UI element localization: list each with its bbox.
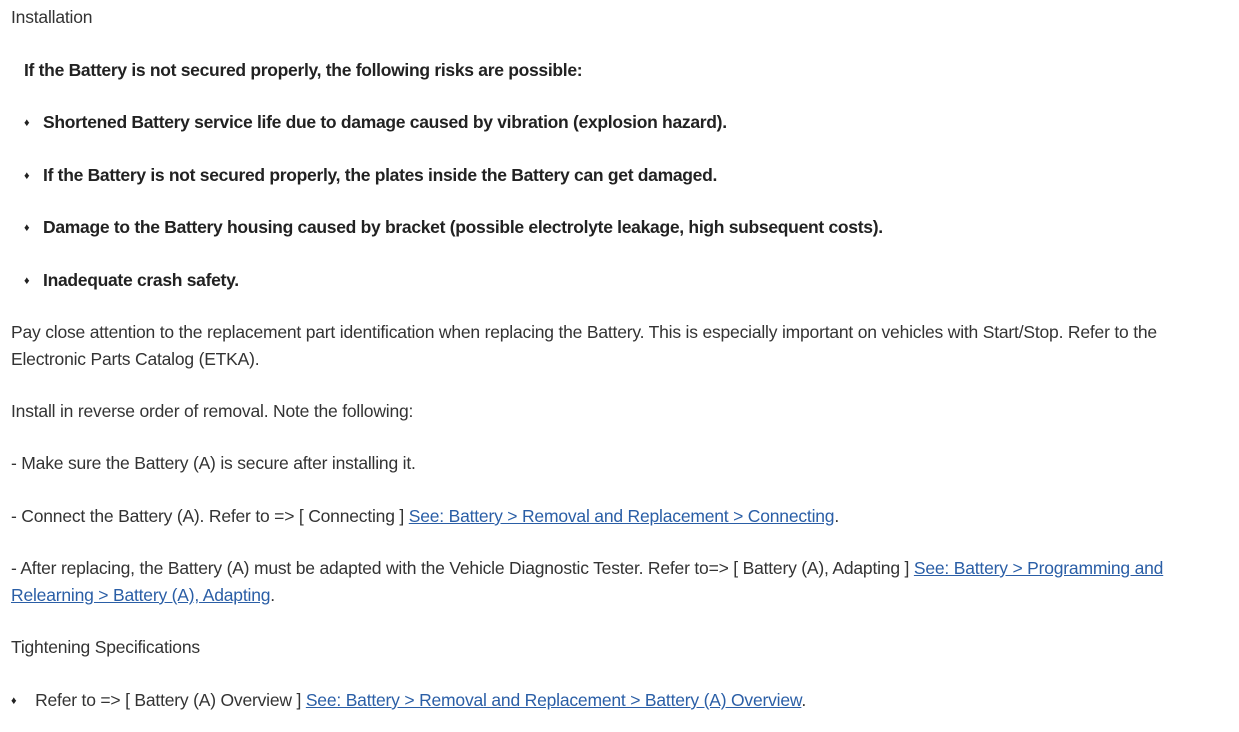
risk-text: If the Battery is not secured properly, the plates inside the Battery can get damaged. bbox=[43, 165, 718, 185]
risk-text: Inadequate crash safety. bbox=[43, 270, 239, 290]
adapting-link[interactable]: See: Battery > Programming and Relearning > Battery (A), Adapting bbox=[11, 558, 1164, 605]
diamond-bullet-icon: ♦ bbox=[24, 117, 30, 129]
tightening-ref-text: Refer to => [ Battery (A) Overview ] bbox=[35, 690, 306, 710]
tightening-title: Tightening Specifications bbox=[11, 637, 200, 657]
diamond-bullet-icon: ♦ bbox=[24, 170, 30, 182]
section-title: Installation bbox=[11, 7, 93, 27]
note-paragraph: Pay close attention to the replacement part identification when replacing the Battery. This is especially important on vehicles with Start/Stop. Refer to the Electronic Parts Catalog (ETKA). bbox=[11, 322, 1157, 369]
step-adapt-text: - After replacing, the Battery (A) must be adapted with the Vehicle Diagnostic Tester. Refer to=> [ Battery (A), Adapting ] bbox=[11, 558, 914, 578]
install-intro: Install in reverse order of removal. Note the following: bbox=[11, 401, 414, 421]
diamond-bullet-icon: ♦ bbox=[24, 222, 30, 234]
diamond-bullet-icon: ♦ bbox=[24, 275, 30, 287]
connecting-link[interactable]: See: Battery > Removal and Replacement > Connecting bbox=[408, 506, 835, 526]
risk-item bbox=[24, 267, 239, 295]
period: . bbox=[801, 690, 807, 710]
period: . bbox=[270, 585, 275, 605]
risk-item bbox=[24, 109, 727, 137]
warning-intro: If the Battery is not secured properly, the following risks are possible: bbox=[24, 60, 583, 80]
diamond-bullet-icon: ♦ bbox=[11, 695, 17, 707]
step-secure: - Make sure the Battery (A) is secure after installing it. bbox=[11, 453, 416, 473]
battery-overview-link[interactable]: See: Battery > Removal and Replacement > Battery (A) Overview bbox=[305, 690, 802, 710]
risk-text: Shortened Battery service life due to damage caused by vibration (explosion hazard). bbox=[43, 112, 727, 132]
risk-item bbox=[24, 162, 717, 190]
step-adapt bbox=[11, 555, 1226, 609]
risk-item bbox=[24, 214, 883, 242]
step-connect bbox=[11, 503, 839, 530]
tightening-ref bbox=[11, 687, 806, 715]
risk-text: Damage to the Battery housing caused by bracket (possible electrolyte leakage, high subsequent costs). bbox=[43, 217, 883, 237]
step-connect-text: - Connect the Battery (A). Refer to => [ Connecting ] bbox=[11, 506, 409, 526]
period: . bbox=[834, 506, 840, 526]
